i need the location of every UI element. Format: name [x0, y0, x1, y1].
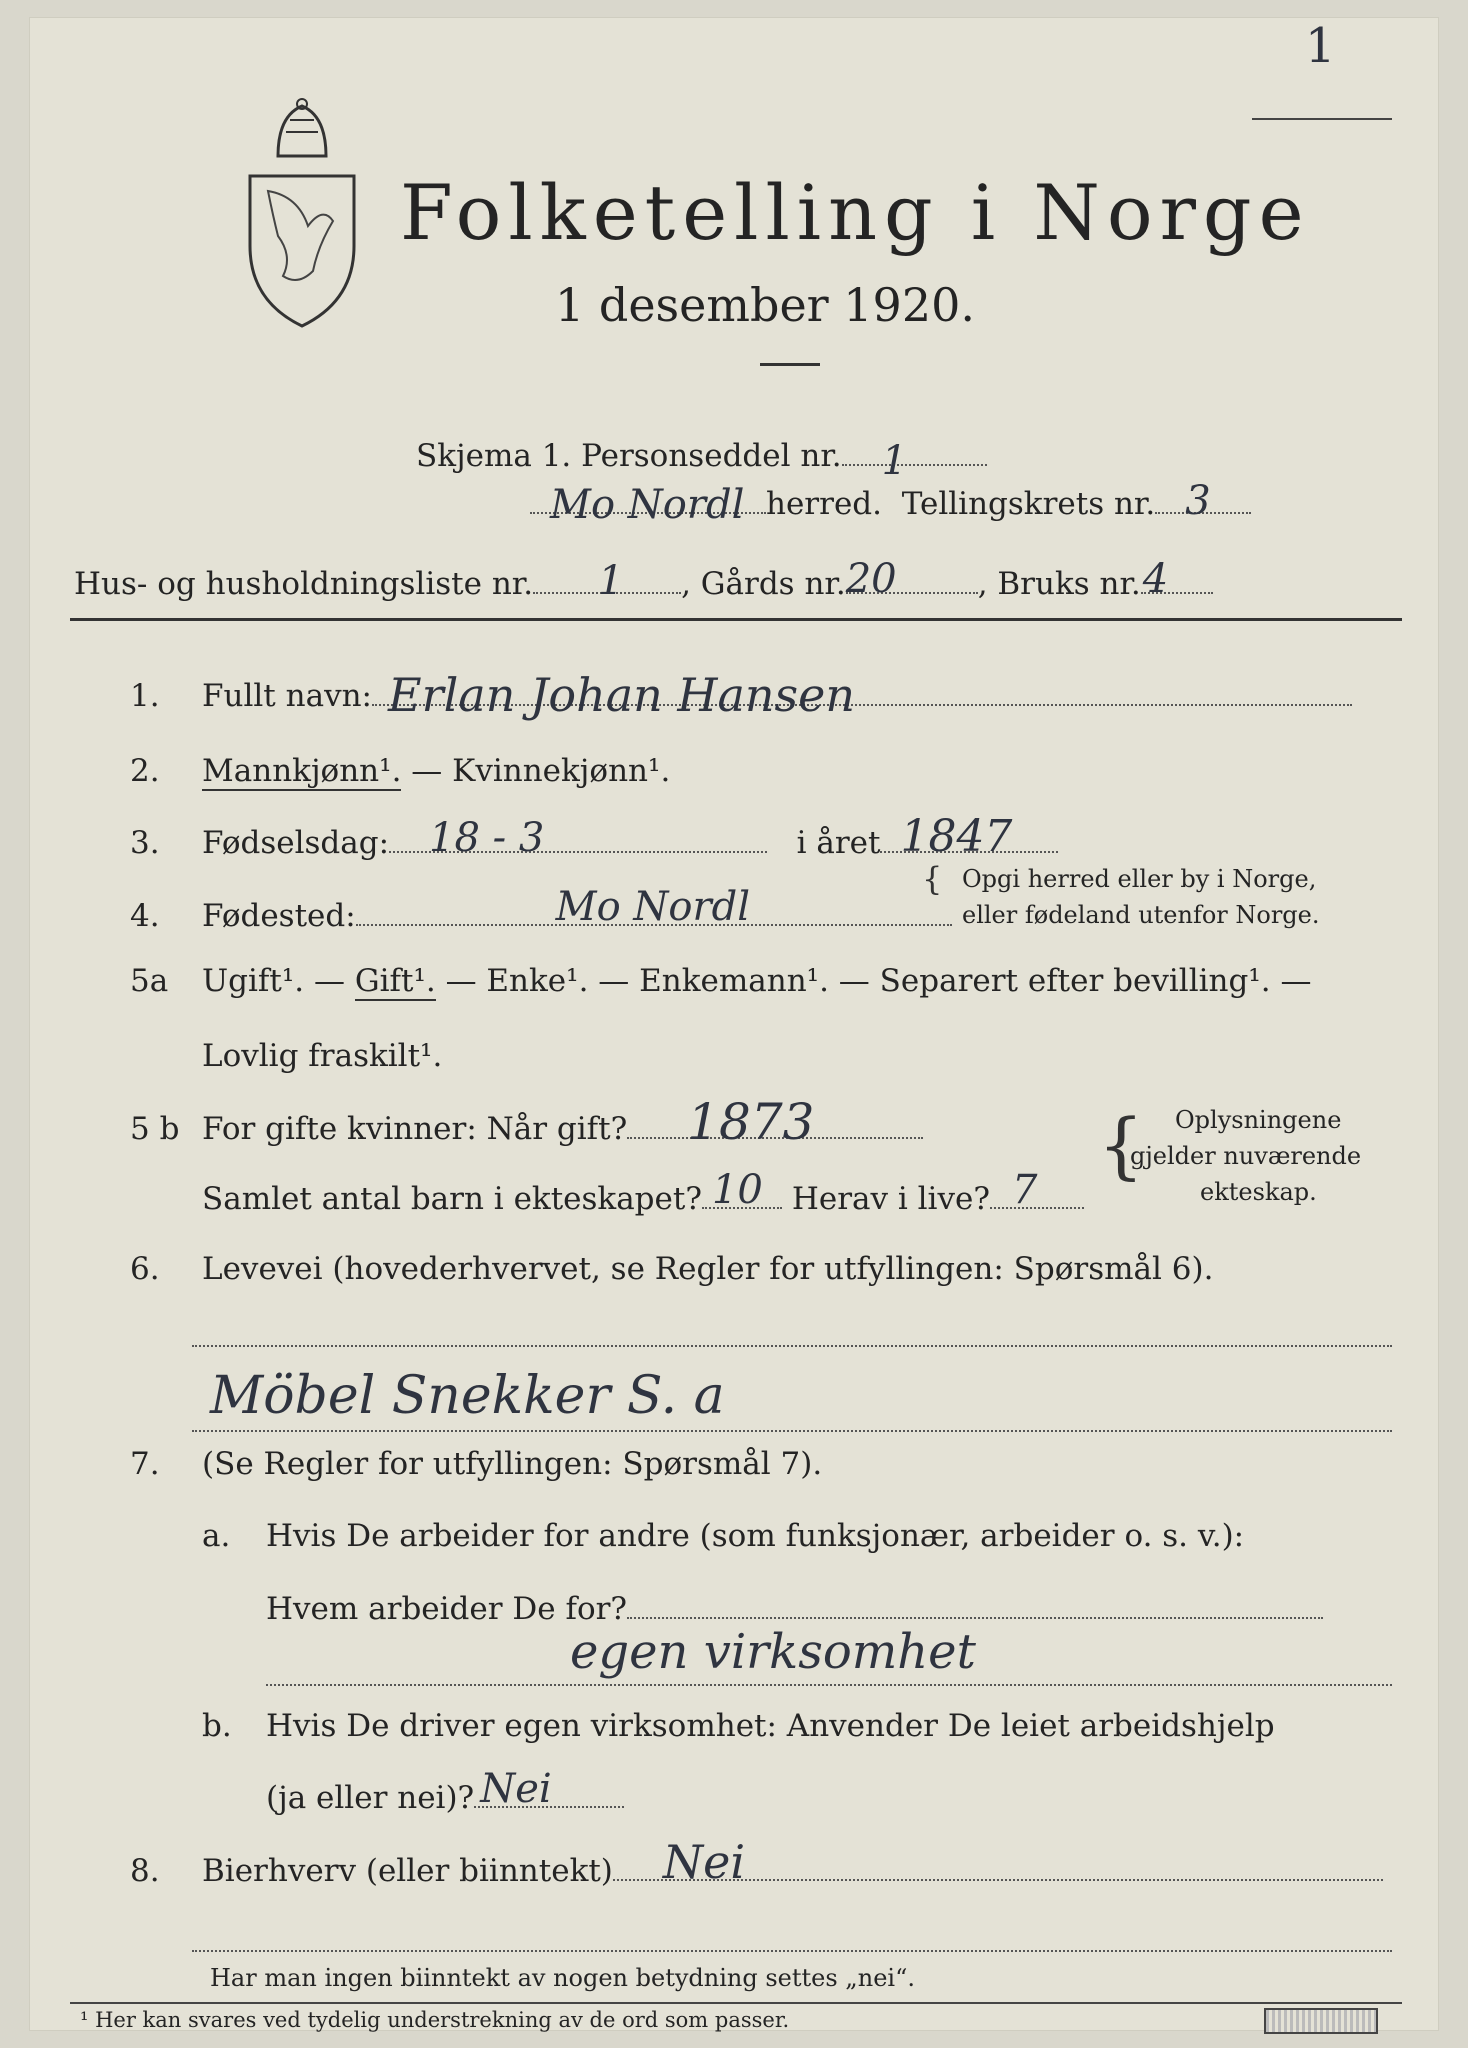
husholdning-label: Hus- og husholdningsliste nr.: [74, 566, 534, 602]
birth-year-field[interactable]: [880, 811, 1058, 862]
husholdning-row: [74, 556, 1213, 604]
option-separator: —: [401, 753, 453, 789]
employer-value: egen virksomhet: [570, 1624, 976, 1680]
question-7b: [202, 1708, 1275, 1744]
children-total-field[interactable]: [702, 1167, 782, 1213]
children-total-label: Samlet antal barn i ekteskapet?: [202, 1181, 702, 1217]
question-number: 8.: [130, 1853, 160, 1889]
footer-note: Har man ingen biinntekt av nogen betydning settes „nei“.: [210, 1964, 915, 1992]
hired-help-row: [266, 1766, 624, 1816]
birth-year-label: i året: [796, 825, 881, 861]
question-8: [130, 1835, 1383, 1889]
question-number: 1.: [130, 678, 160, 714]
employer-row: [266, 1591, 1323, 1627]
birthdate-field[interactable]: [389, 815, 767, 861]
question-7: [130, 1446, 822, 1482]
option-separator: —: [304, 963, 355, 999]
question-5a: [130, 963, 1311, 999]
side-income-line-2[interactable]: [192, 1948, 1392, 1952]
personseddel-field[interactable]: [842, 438, 987, 484]
norway-coat-of-arms-icon: [238, 96, 366, 331]
question-5b: [130, 1093, 923, 1151]
birthplace-label: Fødested:: [202, 898, 356, 934]
question-number: 4.: [130, 898, 160, 934]
question-4: [130, 884, 952, 934]
skjema-label: Skjema 1. Personseddel nr.: [416, 438, 842, 474]
male-option[interactable]: Mannkjønn¹.: [202, 753, 402, 789]
question-number: 7.: [130, 1446, 160, 1482]
husholdning-field[interactable]: [533, 558, 681, 604]
margin-stroke: [1252, 118, 1392, 120]
personseddel-row: [416, 438, 987, 484]
form-subtitle: 1 desember 1920.: [555, 278, 975, 332]
q7a-label: Hvis De arbeider for andre (som funksjonær, arbeider o. s. v.):: [266, 1518, 1245, 1554]
q7-label: (Se Regler for utfyllingen: Spørsmål 7).: [202, 1446, 823, 1482]
herred-label: herred.: [766, 486, 882, 522]
title-divider: [760, 363, 820, 366]
printer-stamp: [1264, 2008, 1378, 2034]
birthplace-field[interactable]: [356, 884, 952, 930]
q7b-label: Hvis De driver egen virksomhet: Anvender De leiet arbeidshjelp: [266, 1708, 1275, 1744]
marriage-note-2: gjelder nuværende: [1130, 1142, 1362, 1170]
q7a-letter: a.: [202, 1518, 231, 1554]
bruks-field[interactable]: [1141, 556, 1213, 602]
full-name-value: Erlan Johan Hansen: [388, 668, 856, 722]
occupation-value: Möbel Snekker S. a: [210, 1366, 725, 1426]
ugift-option[interactable]: Ugift¹.: [202, 963, 305, 999]
married-when-field[interactable]: [627, 1093, 923, 1151]
employer-field[interactable]: [627, 1617, 1323, 1619]
birthplace-brace: {: [922, 860, 943, 898]
question-number: 2.: [130, 753, 160, 789]
fraskilt-option[interactable]: Lovlig fraskilt¹.: [202, 1038, 443, 1074]
children-alive-field[interactable]: [990, 1167, 1084, 1213]
side-income-value: Nei: [662, 1835, 746, 1889]
herred-field[interactable]: [530, 482, 766, 528]
birthplace-note-2: eller fødeland utenfor Norge.: [962, 901, 1320, 929]
married-when-label: For gifte kvinner: Når gift?: [202, 1111, 628, 1147]
birthplace-value: Mo Nordl: [555, 884, 751, 930]
tellingskrets-value: 3: [1185, 478, 1211, 524]
full-name-label: Fullt navn:: [202, 678, 372, 714]
personseddel-value: 1: [881, 438, 908, 484]
full-name-field[interactable]: [372, 668, 1352, 722]
birthdate-value: 18 - 3: [429, 815, 545, 861]
question-7a: [202, 1518, 1244, 1554]
gards-label: , Gårds nr.: [681, 566, 846, 602]
hired-help-field[interactable]: [474, 1766, 624, 1812]
footnote: ¹ Her kan svares ved tydelig understrekning av de ord som passer.: [80, 2008, 790, 2032]
civil-status-options[interactable]: — Enke¹. — Enkemann¹. — Separert efter bevilling¹. —: [435, 963, 1312, 999]
side-income-label: Bierhverv (eller biinntekt): [202, 1853, 613, 1889]
question-number: 6.: [130, 1251, 160, 1287]
footer-rule: [70, 2002, 1402, 2004]
herred-row: [530, 478, 1251, 528]
gift-option[interactable]: Gift¹.: [354, 963, 436, 999]
form-title: Folketelling i Norge: [400, 168, 1311, 257]
employer-line-2[interactable]: [266, 1682, 1392, 1686]
header-rule: [70, 618, 1402, 621]
side-income-field[interactable]: [613, 1835, 1383, 1889]
q7b-letter: b.: [202, 1708, 232, 1744]
gards-field[interactable]: [845, 556, 978, 602]
children-total-value: 10: [711, 1167, 763, 1213]
occupation-label: Levevei (hovederhvervet, se Regler for utfyllingen: Spørsmål 6).: [202, 1251, 1214, 1287]
children-alive-label: Herav i live?: [791, 1181, 990, 1217]
husholdning-value: 1: [598, 558, 624, 604]
question-number: 3.: [130, 825, 160, 861]
hired-help-value: Nei: [480, 1766, 552, 1812]
employer-label: Hvem arbeider De for?: [266, 1591, 628, 1627]
margin-mark: 1: [1305, 18, 1336, 74]
tellingskrets-label: Tellingskrets nr.: [901, 486, 1156, 522]
question-6: [130, 1251, 1213, 1287]
question-number: 5a: [130, 963, 169, 999]
bruks-value: 4: [1142, 556, 1169, 602]
bruks-label: , Bruks nr.: [977, 566, 1141, 602]
herred-value: Mo Nordl: [550, 482, 745, 528]
occupation-line-1[interactable]: [192, 1343, 1392, 1347]
hired-help-label: (ja eller nei)?: [266, 1780, 475, 1816]
census-form-page: [30, 18, 1438, 2030]
marriage-brace: {: [1098, 1103, 1144, 1187]
question-number: 5 b: [130, 1111, 180, 1147]
female-option[interactable]: Kvinnekjønn¹.: [452, 753, 671, 789]
marriage-note-1: Oplysningene: [1175, 1106, 1342, 1134]
question-1: [130, 668, 1352, 722]
tellingskrets-field[interactable]: [1155, 478, 1251, 524]
married-when-value: 1873: [687, 1093, 815, 1151]
gards-value: 20: [845, 556, 897, 602]
birthdate-label: Fødselsdag:: [202, 825, 390, 861]
children-alive-value: 7: [1011, 1167, 1038, 1213]
marriage-note-3: ekteskap.: [1200, 1178, 1317, 1206]
children-row: [202, 1167, 1084, 1217]
birthplace-note-1: Opgi herred eller by i Norge,: [962, 865, 1317, 893]
question-3: [130, 811, 1058, 862]
occupation-line-2[interactable]: [192, 1428, 1392, 1432]
question-2: [130, 753, 670, 789]
birth-year-value: 1847: [900, 811, 1013, 862]
